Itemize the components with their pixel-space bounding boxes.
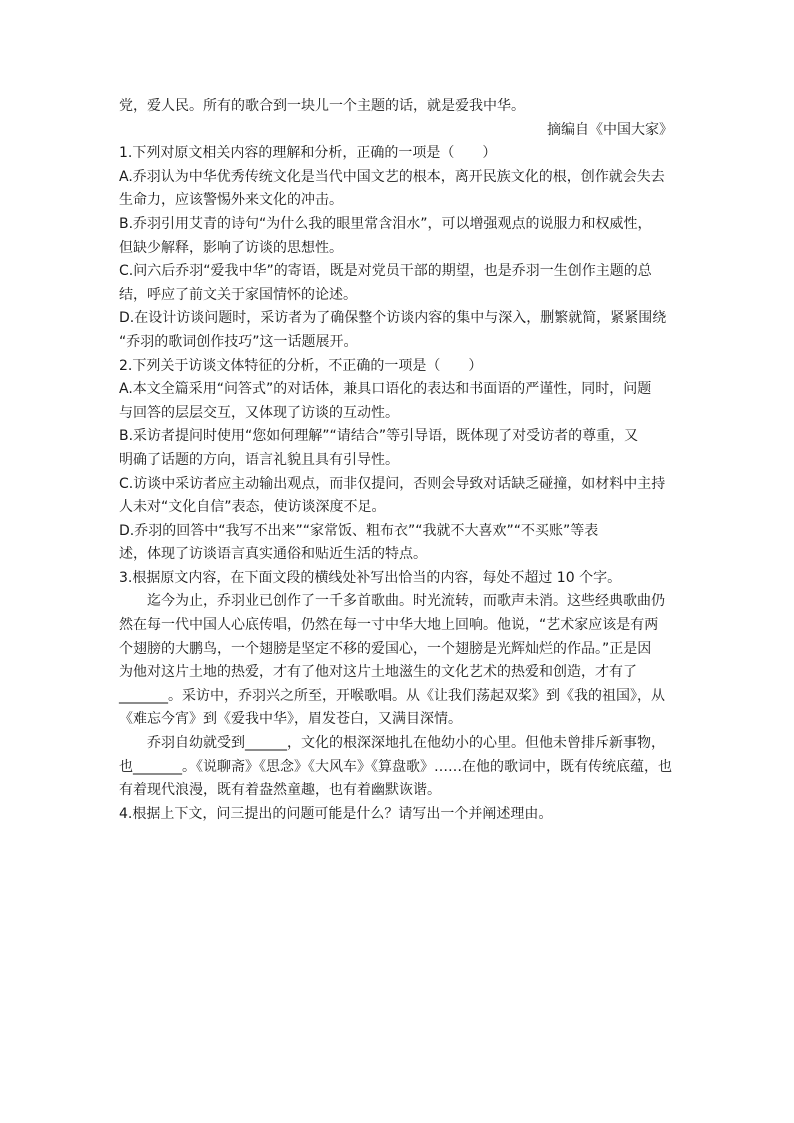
question-2-option-c: C.访谈中采访者应主动输出观点，而非仅提问，否则会导致对话缺乏碰撞，如材料中主持 (119, 475, 666, 492)
fill-passage-line-blank: _______。采访中，乔羽兴之所至，开喉歌唱。从《让我们荡起双桨》到《我的祖国》，从 (119, 687, 665, 704)
document-body (119, 95, 673, 826)
question-1-option-a: A.乔羽认为中华优秀传统文化是当代中国文艺的根本，离开民族文化的根，创作就会失去 (119, 168, 665, 185)
question-1-option-b-cont: 但缺少解释，影响了访谈的思想性。 (119, 239, 343, 256)
question-2-option-d: D.乔羽的回答中“我写不出来”“家常饭、粗布衣”“我就不大喜欢”“不买账”等表 (119, 522, 599, 539)
fill-passage-line-blank: 也_______。《说聊斋》《思念》《大风车》《算盘歌》……在他的歌词中，既有传统底蕴，也 (119, 758, 672, 775)
question-2-option-a: A.本文全篇采用“问答式”的对话体，兼具口语化的表达和书面语的严谨性，同时，问题 (119, 381, 652, 398)
question-1-option-c: C.问六后乔羽“爱我中华”的寄语，既是对党员干部的期望，也是乔羽一生创作主题的总 (119, 263, 652, 280)
fill-passage-line: 然在每一代中国人心底传唱，仍然在每一寸中华大地上回响。他说，“艺术家应该是有两 (119, 617, 659, 634)
question-3-stem: 3.根据原文内容，在下面文段的横线处补写出恰当的内容，每处不超过 10 个字。 (119, 569, 622, 586)
question-1-option-a-cont: 生命力，应该警惕外来文化的冲击。 (119, 192, 343, 209)
fill-passage-line: 为他对这片土地的热爱，才有了他对这片土地滋生的文化艺术的热爱和创造，才有了 (119, 664, 637, 681)
fill-passage-line: 《难忘今宵》到《爱我中华》，眉发苍白，又满目深情。 (119, 711, 462, 728)
question-1-option-b: B.乔羽引用艾青的诗句“为什么我的眼里常含泪水”，可以增强观点的说服力和权威性， (119, 215, 652, 232)
source-attribution: 摘编自《中国大家》 (547, 121, 673, 138)
question-2-option-d-cont: 述，体现了访谈语言真实通俗和贴近生活的特点。 (119, 546, 427, 563)
fill-passage-line: 迄今为止，乔羽业已创作了一千多首歌曲。时光流转，而歌声未消。这些经典歌曲仍 (147, 593, 665, 610)
question-2-stem: 2.下列关于访谈文体特征的分析，不正确的一项是（ ） (119, 357, 483, 374)
fill-passage-line: 个翅膀的大鹏鸟，一个翅膀是坚定不移的爱国心，一个翅膀是光辉灿烂的作品。”正是因 (119, 640, 652, 657)
question-2-option-b: B.采访者提问时使用“您如何理解”“请结合”等引导语，既体现了对受访者的尊重，又 (119, 428, 639, 445)
fill-passage-line: 有着现代浪漫，既有着盎然童趣，也有着幽默诙谐。 (119, 782, 441, 799)
fill-passage-line-blank: 乔羽自幼就受到______，文化的根深深地扎在他幼小的心里。但他未曾排斥新事物， (147, 735, 665, 752)
question-1-option-c-cont: 结，呼应了前文关于家国情怀的论述。 (119, 286, 357, 303)
question-2-option-b-cont: 明确了话题的方向，语言礼貌且具有引导性。 (119, 451, 399, 468)
question-2-option-c-cont: 人未对“文化自信”表态，使访谈深度不足。 (119, 499, 386, 516)
question-1-option-d: D.在设计访谈问题时，采访者为了确保整个访谈内容的集中与深入，删繁就简，紧紧围绕 (119, 310, 667, 327)
passage-ending-line: 党，爱人民。所有的歌合到一块儿一个主题的话，就是爱我中华。 (119, 98, 525, 114)
question-4-stem: 4.根据上下文，问三提出的问题可能是什么？请写出一个并阐述理由。 (119, 805, 553, 822)
question-2-option-a-cont: 与回答的层层交互，又体现了访谈的互动性。 (119, 404, 399, 421)
question-1-option-d-cont: “乔羽的歌词创作技巧”这一话题展开。 (119, 333, 358, 350)
question-1-stem: 1.下列对原文相关内容的理解和分析，正确的一项是（ ） (119, 145, 497, 162)
